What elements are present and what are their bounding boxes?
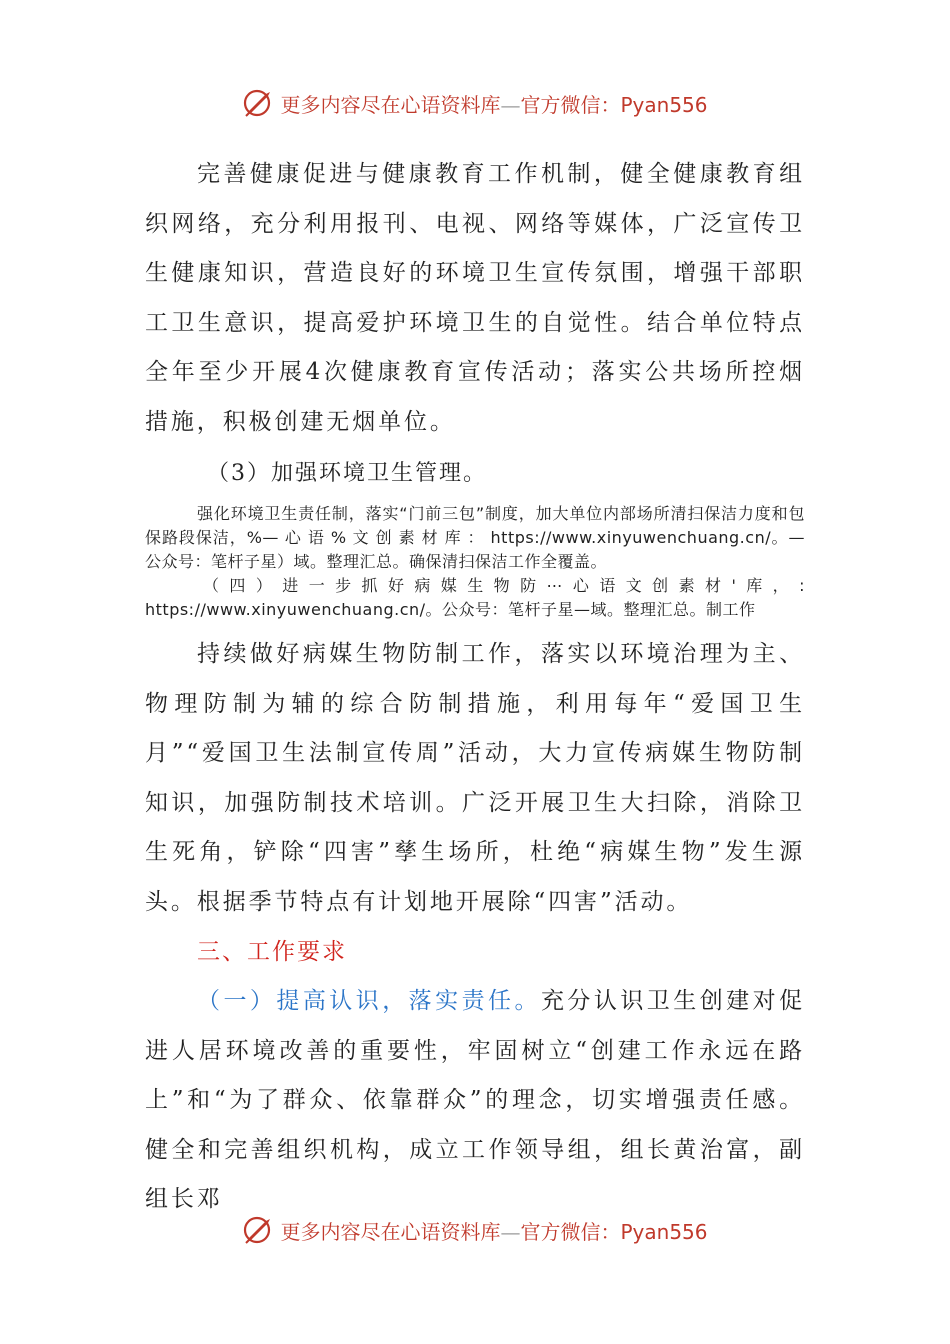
- header-banner-text: 更多内容尽在心语资料库—官方微信：Pyan556: [280, 92, 708, 117]
- paragraph-vector-control: 持续做好病媒生物防制工作，落实以环境治理为主、物理防制为辅的综合防制措施，利用每年“爱国卫生月”“爱国卫生法制宣传周”活动，大力宣传病媒生物防制知识，加强防制技术培训。广泛开展卫生大扫除，消除卫生死角，铲除“四害”孳生场所，杜绝“病媒生物”发生源头。根据季节特点有计划地开展除“四害”活动。: [145, 641, 805, 915]
- document-body: [145, 150, 805, 1225]
- lead-phrase: （一）提高认识，落实责任。: [197, 988, 541, 1014]
- header-banner: [0, 83, 950, 123]
- paragraph-health-education: 完善健康促进与健康教育工作机制，健全健康教育组织网络，充分利用报刊、电视、网络等媒体，广泛宣传卫生健康知识，营造良好的环境卫生宣传氛围，增强干部职工卫生意识，提高爱护环境卫生的自觉性。结合单位特点全年至少开展4次健康教育宣传活动；落实公共场所控烟措施，积极创建无烟单位。: [145, 161, 805, 435]
- footer-banner: [0, 1210, 950, 1250]
- paragraph-vector-control-heading: （四）进一步抓好病媒生物防⋯心语文创素材'库，: https://www.xinyuwenchuang.cn/。公众号：笔杆子星—域。整理汇总。制工作: [145, 576, 805, 619]
- paragraph-sanitation-responsibility: 强化环境卫生责任制，落实“门前三包”制度，加大单位内部场所清扫保洁力度和包保路段保洁，%— 心 语 % 文 创 素 材 库 ： https://www.xinyuwenchuang.cn/。—公众号：笔杆子星）域。整理汇总。确保清扫保洁工作全覆盖。: [145, 504, 805, 571]
- subheading-environment-management: （3）加强环境卫生管理。: [207, 461, 487, 486]
- section-heading-work-requirements: 三、工作要求: [197, 939, 347, 965]
- footer-banner-text: 更多内容尽在心语资料库—官方微信：Pyan556: [280, 1219, 708, 1244]
- pen-logo-icon: [242, 86, 276, 120]
- pen-logo-icon: [242, 1213, 276, 1247]
- paragraph-awareness-responsibility: （一）提高认识，落实责任。充分认识卫生创建对促进人居环境改善的重要性，牢固树立“创建工作永远在路上”和“为了群众、依靠群众”的理念，切实增强责任感。健全和完善组织机构，成立工作领导组，组长黄治富，副组长邓: [145, 988, 805, 1212]
